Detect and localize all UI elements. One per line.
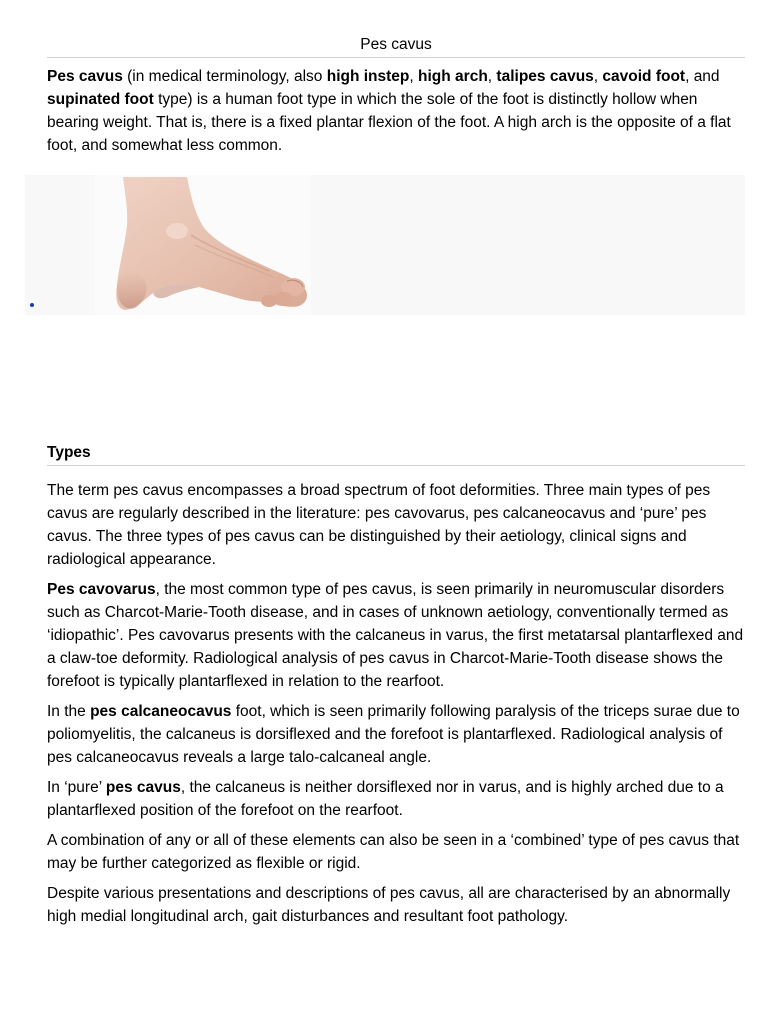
term-pes-calcaneocavus: pes calcaneocavus <box>90 703 232 720</box>
section-heading-types: Types <box>47 442 745 466</box>
page-title: Pes cavus <box>47 34 745 58</box>
term-pes-cavus: Pes cavus <box>47 68 123 85</box>
types-paragraph-3: In the pes calcaneocavus foot, which is seen primarily following paralysis of the triceps surae due to poliomyelitis, the calcaneus is dorsiflexed and the forefoot is plantarflexed. Radiological analysis of pes calcaneocavus reveals a large talo-calcaneal angle. <box>47 703 740 766</box>
types-paragraph-5: A combination of any or all of these elements can also be seen in a ‘combined’ type of pes cavus that may be further categorized as flexible or rigid. <box>47 832 740 872</box>
intro-paragraph: Pes cavus (in medical terminology, also high instep, high arch, talipes cavus, cavoid foot, and supinated foot type) is a human foot type in which the sole of the foot is distinctly hollow when bearing weight. That is, there is a fixed plantar flexion of the foot. A high arch is the opposite of a flat foot, and somewhat less common. <box>47 68 731 154</box>
foot-photo-icon <box>95 175 311 315</box>
foot-photo <box>95 175 311 315</box>
types-paragraph-1: The term pes cavus encompasses a broad spectrum of foot deformities. Three main types of pes cavus are regularly described in the literature: pes cavovarus, pes calcaneocavus and ‘pure’ pes cavus. The three types of pes cavus can be distinguished by their aetiology, clinical signs and radiological appearance. <box>47 482 711 568</box>
types-paragraph-6: Despite various presentations and descriptions of pes cavus, all are characterised by an abnormally high medial longitudinal arch, gait disturbances and resultant foot pathology. <box>47 885 731 925</box>
figure-band <box>25 175 745 315</box>
bullet-dot-icon <box>30 303 34 307</box>
term-supinated-foot: supinated foot <box>47 91 154 108</box>
types-section <box>47 442 745 935</box>
types-paragraph-2: Pes cavovarus, the most common type of pes cavus, is seen primarily in neuromuscular disorders such as Charcot-Marie-Tooth disease, and in cases of unknown aetiology, conventionally termed as ‘idiopathic’. Pes cavovarus presents with the calcaneus in varus, the first metatarsal plantarflexed and a claw-toe deformity. Radiological analysis of pes cavus in Charcot-Marie-Tooth disease shows the forefoot is typically plantarflexed in relation to the rearfoot. <box>47 581 744 690</box>
term-pes-cavovarus: Pes cavovarus <box>47 581 156 598</box>
term-high-instep: high instep <box>326 68 410 85</box>
term-talipes-cavus: talipes cavus <box>496 68 594 85</box>
term-high-arch: high arch <box>418 68 488 85</box>
types-paragraph-4: In ‘pure’ pes cavus, the calcaneus is neither dorsiflexed nor in varus, and is highly arched due to a plantarflexed position of the forefoot on the rearfoot. <box>47 779 724 819</box>
term-pure-pes-cavus: pes cavus <box>105 779 181 796</box>
term-cavoid-foot: cavoid foot <box>602 68 686 85</box>
document-body <box>47 34 745 164</box>
